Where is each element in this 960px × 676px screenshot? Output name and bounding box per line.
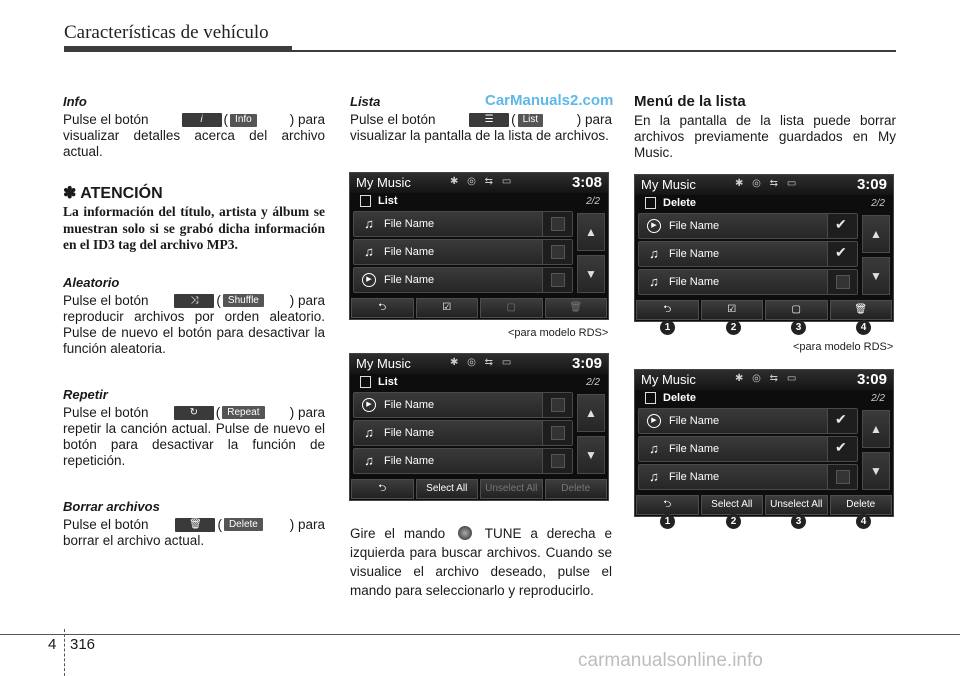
status-icons: ✱ ◎ ⇆ ▭ <box>735 373 800 384</box>
section-info-text: visualizar detalles acerca del archivo actual. <box>63 128 325 159</box>
row-checkbox[interactable] <box>542 393 572 417</box>
tune-knob-icon <box>458 526 472 540</box>
repeat-icon: ↻ <box>174 406 214 420</box>
section-list-title: Lista <box>350 94 381 109</box>
section-info: Info Pulse el botón 𝑖 ( Info ) para visualizar detalles acerca del archivo actual. <box>63 94 325 159</box>
screen-delete-text: My Music ✱ ◎ ⇆ ▭ 3:09 Delete 2/2 ▶ File Name ✔ ♫ File Name ✔ ♫ File Name ▲ ▼ ⮌ Select All Unselect All Delete <box>634 369 894 517</box>
scroll-down-button[interactable]: ▼ <box>862 257 890 295</box>
delete-button-label: Delete <box>224 518 263 531</box>
section-delete-text: borrar el archivo actual. <box>63 532 205 548</box>
row-checkbox[interactable] <box>542 421 572 445</box>
list-item[interactable]: ▶ File Name ✔ <box>638 408 858 434</box>
chapter-number: 4 <box>48 636 57 653</box>
header-rule-thin <box>292 50 896 52</box>
delete-icon-button[interactable]: 🗑 <box>830 300 893 320</box>
caption-rds-2: <para modelo RDS> <box>793 341 894 353</box>
watermark-top: CarManuals2.com <box>485 92 614 109</box>
screen-list-icons: My Music ✱ ◎ ⇆ ▭ 3:08 List 2/2 ♫ File Name ♫ File Name ▶ File Name ▲ ▼ ⮌ ☑ ▢ 🗑 <box>349 172 609 320</box>
info-icon: 𝑖 <box>182 113 222 127</box>
row-checkbox[interactable] <box>542 212 572 236</box>
callout-3: 3 <box>791 514 806 529</box>
scroll-up-button[interactable]: ▲ <box>577 213 605 251</box>
list-item[interactable]: ▶ File Name <box>353 392 573 418</box>
delete-button[interactable]: Delete <box>545 479 608 499</box>
middle-column: Lista Pulse el botón ☰ ( List ) para visualizar la pantalla de la lista de archivos. <box>350 94 612 143</box>
select-all-button[interactable]: Select All <box>416 479 479 499</box>
list-icon <box>360 376 371 388</box>
music-note-icon: ♫ <box>364 425 374 440</box>
list-item[interactable]: ▶ File Name ✔ <box>638 213 858 239</box>
scroll-down-button[interactable]: ▼ <box>577 255 605 293</box>
back-button[interactable]: ⮌ <box>351 479 414 499</box>
screen-list-text: My Music ✱ ◎ ⇆ ▭ 3:09 List 2/2 ▶ File Name ♫ File Name ♫ File Name ▲ ▼ ⮌ Select All Unselect All Delete <box>349 353 609 501</box>
play-icon: ▶ <box>647 219 661 233</box>
shuffle-button-label: Shuffle <box>223 294 264 307</box>
header-rule-thick <box>64 46 292 52</box>
back-button[interactable]: ⮌ <box>636 495 699 515</box>
callout-4: 4 <box>856 514 871 529</box>
unselect-all-icon-button[interactable]: ▢ <box>480 298 543 318</box>
callout-1: 1 <box>660 514 675 529</box>
list-item[interactable]: ♫ File Name ✔ <box>638 241 858 267</box>
list-icon <box>645 392 656 404</box>
page-header-title: Características de vehículo <box>64 22 269 43</box>
footer-rule <box>0 634 960 635</box>
list-item[interactable]: ▶ File Name <box>353 267 573 293</box>
section-shuffle-text: reproducir archivos por orden aleatorio. Pulse de nuevo el botón para desactivar la función aleatoria. <box>63 308 325 356</box>
back-button[interactable]: ⮌ <box>636 300 699 320</box>
music-note-icon: ♫ <box>649 274 659 289</box>
list-item[interactable]: ♫ File Name ✔ <box>638 436 858 462</box>
right-column <box>634 94 896 161</box>
callout-3: 3 <box>791 320 806 335</box>
list-icon: ☰ <box>469 113 509 127</box>
callout-2: 2 <box>726 514 741 529</box>
section-delete-title: Borrar archivos <box>63 498 160 514</box>
section-repeat: Repetir Pulse el botón ↻ ( Repeat ) para repetir la canción actual. Pulse de nuevo el botón para desactivar la función de repetición. <box>63 386 325 468</box>
music-note-icon: ♫ <box>364 244 374 259</box>
play-icon: ▶ <box>362 398 376 412</box>
left-column <box>63 94 325 549</box>
list-icon <box>645 197 656 209</box>
play-icon: ▶ <box>362 273 376 287</box>
list-icon <box>360 195 371 207</box>
section-shuffle: Aleatorio Pulse el botón ⤨ ( Shuffle ) para reproducir archivos por orden aleatorio. Pulse de nuevo el botón para desactivar la función aleatoria. <box>63 274 325 356</box>
screen-delete-icons: My Music ✱ ◎ ⇆ ▭ 3:09 Delete 2/2 ▶ File Name ✔ ♫ File Name ✔ ♫ File Name ▲ ▼ ⮌ ☑ ▢ 🗑 <box>634 174 894 322</box>
row-checkbox-checked[interactable]: ✔ <box>827 409 857 433</box>
callout-4: 4 <box>856 320 871 335</box>
music-note-icon: ♫ <box>649 469 659 484</box>
delete-icon-button[interactable]: 🗑 <box>545 298 608 318</box>
section-shuffle-title: Aleatorio <box>63 274 120 290</box>
list-item[interactable]: ♫ File Name <box>638 269 858 295</box>
scroll-up-button[interactable]: ▲ <box>577 394 605 432</box>
attention-text: La información del título, artista y álbum se muestran solo si se grabó dicha información en el ID3 tag del archivo MP3. <box>63 204 325 252</box>
menu-title: Menú de la lista <box>634 93 746 110</box>
row-checkbox[interactable] <box>542 240 572 264</box>
scroll-up-button[interactable]: ▲ <box>862 215 890 253</box>
trash-icon: 🗑 <box>175 518 215 532</box>
callout-2: 2 <box>726 320 741 335</box>
delete-button[interactable]: Delete <box>830 495 893 515</box>
row-checkbox[interactable] <box>827 270 857 294</box>
list-item[interactable]: ♫ File Name <box>353 211 573 237</box>
row-checkbox[interactable] <box>542 268 572 292</box>
unselect-all-icon-button[interactable]: ▢ <box>765 300 828 320</box>
select-all-icon-button[interactable]: ☑ <box>701 300 764 320</box>
watermark-bottom: carmanualsonline.info <box>578 650 763 671</box>
music-note-icon: ♫ <box>364 216 374 231</box>
section-info-title: Info <box>63 94 87 109</box>
scroll-down-button[interactable]: ▼ <box>862 452 890 490</box>
status-icons: ✱ ◎ ⇆ ▭ <box>450 176 515 187</box>
section-repeat-text: repetir la canción actual. Pulse de nuevo el botón para desactivar la función de repetición. <box>63 420 325 468</box>
music-note-icon: ♫ <box>364 453 374 468</box>
play-icon: ▶ <box>647 414 661 428</box>
status-icons: ✱ ◎ ⇆ ▭ <box>735 178 800 189</box>
list-item[interactable]: ♫ File Name <box>353 448 573 474</box>
page-number: 316 <box>70 636 96 653</box>
list-item[interactable]: ♫ File Name <box>353 239 573 265</box>
scroll-down-button[interactable]: ▼ <box>577 436 605 474</box>
music-note-icon: ♫ <box>649 441 659 456</box>
shuffle-icon: ⤨ <box>174 294 214 308</box>
select-all-button[interactable]: Select All <box>701 495 764 515</box>
tune-paragraph: Gire el mando TUNE a derecha e izquierda para buscar archivos. Cuando se visualice el archivo deseado, pulse el mando para seleccionarlo y reproducirlo. <box>350 526 612 598</box>
section-delete: Borrar archivos Pulse el botón 🗑 ( Delete ) para borrar el archivo actual. <box>63 498 325 548</box>
section-repeat-title: Repetir <box>63 386 108 402</box>
attention-title: ✽ ATENCIÓN <box>63 185 163 202</box>
unselect-all-button[interactable]: Unselect All <box>765 495 828 515</box>
music-note-icon: ♫ <box>649 246 659 261</box>
status-icons: ✱ ◎ ⇆ ▭ <box>450 357 515 368</box>
callout-1: 1 <box>660 320 675 335</box>
row-checkbox-checked[interactable]: ✔ <box>827 242 857 266</box>
back-button[interactable]: ⮌ <box>351 298 414 318</box>
unselect-all-button[interactable]: Unselect All <box>480 479 543 499</box>
row-checkbox[interactable] <box>827 465 857 489</box>
row-checkbox-checked[interactable]: ✔ <box>827 214 857 238</box>
select-all-icon-button[interactable]: ☑ <box>416 298 479 318</box>
menu-text: En la pantalla de la lista puede borrar archivos previamente guardados en My Music. <box>634 113 896 160</box>
list-item[interactable]: ♫ File Name <box>638 464 858 490</box>
row-checkbox-checked[interactable]: ✔ <box>827 437 857 461</box>
list-button-label: List <box>518 114 544 127</box>
footer-divider <box>64 629 65 676</box>
row-checkbox[interactable] <box>542 449 572 473</box>
scroll-up-button[interactable]: ▲ <box>862 410 890 448</box>
section-list-text: visualizar la pantalla de la lista de archivos. <box>350 128 609 143</box>
list-item[interactable]: ♫ File Name <box>353 420 573 446</box>
info-button-label: Info <box>230 114 257 127</box>
repeat-button-label: Repeat <box>222 406 264 419</box>
caption-rds-1: <para modelo RDS> <box>508 327 609 339</box>
